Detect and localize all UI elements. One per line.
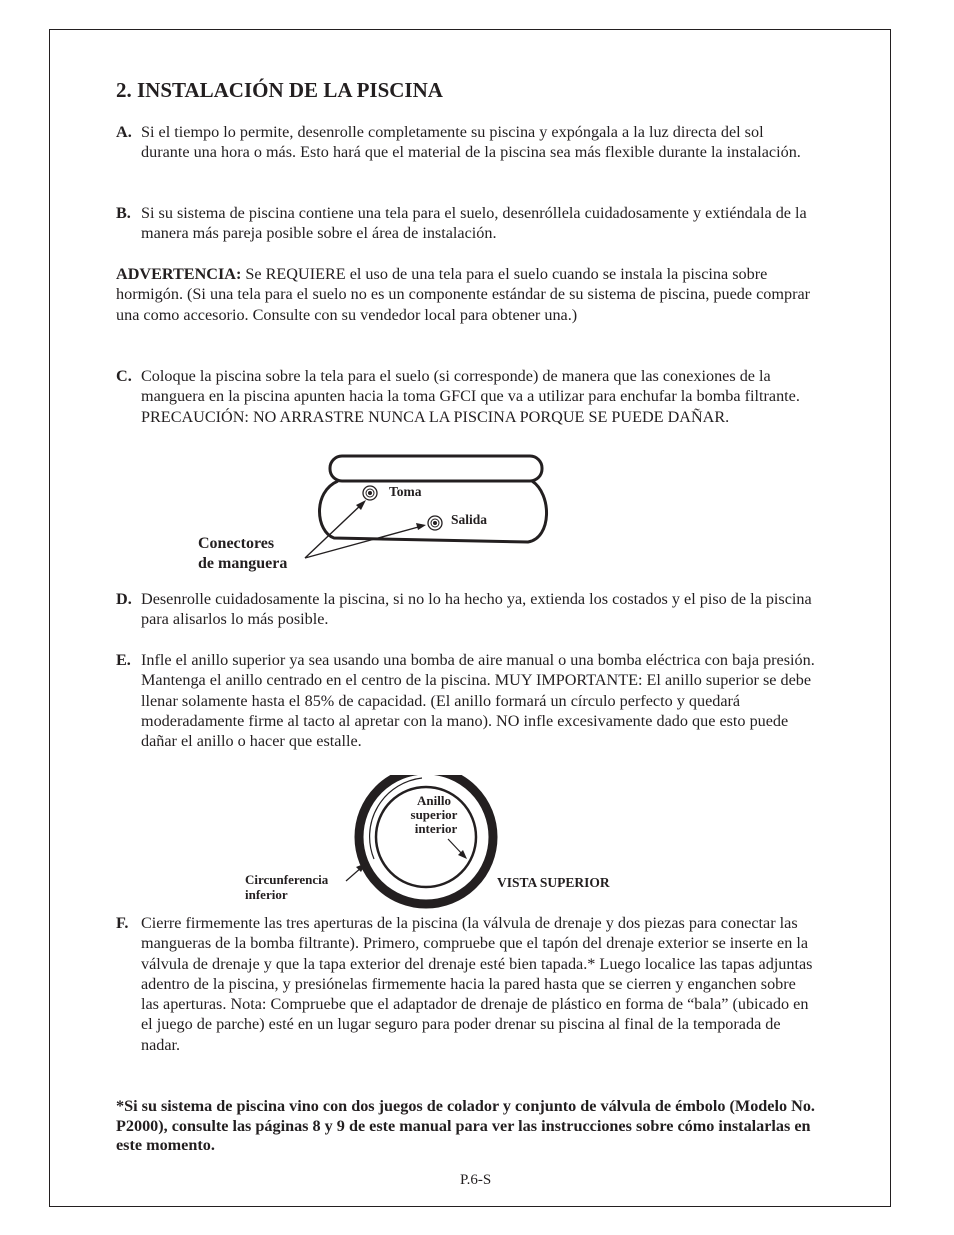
step-b bbox=[116, 203, 816, 244]
pool-top-ring bbox=[330, 456, 542, 481]
step-f bbox=[116, 913, 816, 1055]
step-e-label: E. bbox=[116, 651, 131, 669]
step-e bbox=[116, 650, 816, 751]
outer-ring-label-line2: inferior bbox=[245, 887, 288, 902]
inner-ring-label-line3: interior bbox=[414, 821, 458, 836]
pointer-arrowhead-outlet bbox=[416, 523, 426, 530]
step-f-label: F. bbox=[116, 914, 129, 932]
step-c-text: Coloque la piscina sobre la tela para el suelo (si corresponde) de manera que las conexiones de la manguera en la piscina apunten hacia la toma GFCI que va a utilizar para enchufar la bomba filtrante. PRECAUCIÓN: NO ARRASTRE NUNCA LA PISCINA PORQUE SE PUEDE DAÑAR. bbox=[141, 367, 800, 426]
step-f-text: Cierre firmemente las tres aperturas de la piscina (la válvula de drenaje y dos piezas para conectar las mangueras de la bomba filtrante). Primero, compruebe que el tapón del drenaje exterior se inserte en la válvula de drenaje y que la tapa exterior del drenaje esté bien tapada.* Luego localice las tapas adjuntas adentro de la piscina, y presiónelas firmemente hacia la pared hasta que se cierren y enganchen sobre las aperturas. Nota: Compruebe que el adaptador de drenaje de plástico en forma de “bala” (ubicado en el juego de parche) esté en un lugar seguro para poder drenar su piscina al final de la temporada de nadar. bbox=[141, 914, 813, 1054]
outlet-label: Salida bbox=[451, 512, 488, 527]
step-d-text: Desenrolle cuidadosamente la piscina, si no lo ha hecho ya, extienda los costados y el piso de la piscina para alisarlos lo más posible. bbox=[141, 590, 812, 629]
top-view-label: VISTA SUPERIOR bbox=[497, 875, 610, 890]
inner-ring-label-line2: superior bbox=[410, 807, 458, 822]
page-title: 2. INSTALACIÓN DE LA PISCINA bbox=[116, 78, 443, 102]
step-a bbox=[116, 122, 816, 163]
footnote: *Si su sistema de piscina vino con dos juegos de colador y conjunto de válvula de émbolo (Modelo No. P2000), consulte las páginas 8 y 9 de este manual para ver las instrucciones sobre cómo instalarlas en este momento. bbox=[116, 1097, 815, 1154]
step-c bbox=[116, 366, 816, 427]
step-d-label: D. bbox=[116, 590, 132, 608]
step-e-text: Infle el anillo superior ya sea usando una bomba de aire manual o una bomba eléctrica con baja presión. Mantenga el anillo centrado en el centro de la piscina. MUY IMPORTANTE: El anillo superior se debe llenar solamente hasta el 85% de capacidad. (El anillo formará un círculo perfecto y quedará moderadamente firme al tacto al apretar con la mano). NO infle excesivamente dado que esto puede dañar el anillo o hacer que estalle. bbox=[141, 651, 815, 751]
step-c-label: C. bbox=[116, 367, 132, 385]
connectors-label-line1: Conectores bbox=[198, 535, 275, 552]
inlet-label: Toma bbox=[389, 484, 422, 499]
pool-connectors-figure bbox=[190, 450, 560, 578]
connectors-label-line2: de manguera bbox=[198, 555, 288, 572]
step-b-label: B. bbox=[116, 204, 131, 222]
step-b-text: Si su sistema de piscina contiene una tela para el suelo, desenróllela cuidadosamente y extiéndala de la manera más pareja posible sobre el área de instalación. bbox=[141, 204, 807, 243]
step-a-label: A. bbox=[116, 123, 132, 141]
outer-ring-label-line1: Circunferencia bbox=[245, 872, 329, 887]
page-number: P.6-S bbox=[460, 1172, 492, 1188]
warning-paragraph bbox=[116, 264, 821, 325]
ring-top-view-figure bbox=[240, 775, 660, 910]
outlet-connector-icon bbox=[428, 516, 442, 530]
warning-label: ADVERTENCIA: bbox=[116, 265, 242, 283]
step-a-text: Si el tiempo lo permite, desenrolle completamente su piscina y expóngala a la luz directa del sol durante una hora o más. Esto hará que el material de la piscina sea más flexible durante la instalación. bbox=[141, 123, 801, 162]
inlet-connector-icon bbox=[363, 486, 377, 500]
warning-text: Se REQUIERE el uso de una tela para el suelo cuando se instala la piscina sobre hormigón. (Si una tela para el suelo no es un componente estándar de su sistema de piscina, puede comprar una como accesorio. Consulte con su vendedor local para obtener una.) bbox=[116, 265, 811, 324]
inner-ring-label-line1: Anillo bbox=[417, 793, 451, 808]
step-d bbox=[116, 589, 816, 630]
